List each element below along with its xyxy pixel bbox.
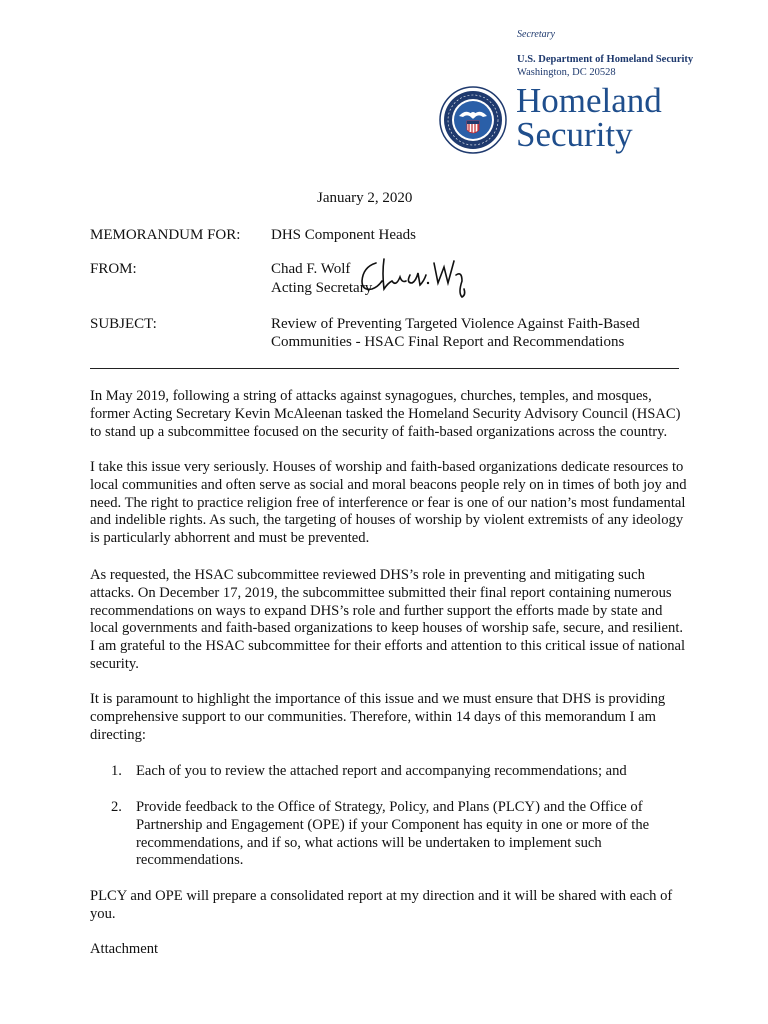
signature-icon — [358, 253, 470, 303]
brand-wordmark-line1: Homeland — [516, 81, 662, 120]
from-label: FROM: — [90, 261, 137, 277]
from-title: Acting Secretary — [271, 280, 373, 296]
list-item: Provide feedback to the Office of Strategy, Policy, and Plans (PLCY) and the Office of Partnership and Engagement (OPE) if your Component has equity in one or more of the recommendations, and if so, what actions will be undertaken to implement such recommendations. — [136, 799, 650, 869]
list-item-number: 2. — [111, 799, 122, 815]
subject-line-1: Review of Preventing Targeted Violence Against Faith-Based — [271, 316, 640, 332]
body-paragraph-3: As requested, the HSAC subcommittee reviewed DHS’s role in preventing and mitigating such attacks. On December 17, 2019, the subcommittee submitted their final report containing numerous recommendations on ways to expand DHS’s role and further support the efforts made by state and local governments and faith-based organizations to keep houses of worship safe, secure, and resilient. I am grateful to the HSAC subcommittee for their efforts and attention to this critical issue of national security. — [90, 567, 686, 672]
from-name: Chad F. Wolf — [271, 261, 351, 277]
body-paragraph-1: In May 2019, following a string of attacks against synagogues, churches, temples, and mosques, former Acting Secretary Kevin McAleenan tasked the Homeland Security Advisory Council (HSAC) to stand up a subcommittee focused on the security of faith-based organizations across the country. — [90, 388, 681, 440]
department-address: Washington, DC 20528 — [517, 67, 616, 78]
subject-line-2: Communities - HSAC Final Report and Recommendations — [271, 334, 625, 350]
body-paragraph-2: I take this issue very seriously. Houses of worship and faith-based organizations dedicate resources to local communities and often serve as social and moral beacons people rely on in times of both joy and need. The right to practice religion free of interference or fear is one of our nation’s most fundamental and indelible rights. As such, the targeting of houses of worship by violent extremists of any ideology is particularly abhorrent and must be prevented. — [90, 459, 687, 547]
subject-label: SUBJECT: — [90, 316, 157, 332]
attachment-label: Attachment — [90, 941, 159, 957]
memo-date: January 2, 2020 — [317, 190, 413, 206]
brand-wordmark-line2: Security — [516, 115, 633, 154]
body-paragraph-4: It is paramount to highlight the importance of this issue and we must ensure that DHS is providing comprehensive support to our communities. Therefore, within 14 days of this memorandum I am directing: — [90, 691, 666, 743]
dhs-seal-icon — [439, 86, 507, 154]
list-item-number: 1. — [111, 763, 122, 779]
memo-for-value: DHS Component Heads — [271, 227, 416, 243]
memo-for-label: MEMORANDUM FOR: — [90, 227, 241, 243]
department-name: U.S. Department of Homeland Security — [517, 54, 694, 65]
office-label: Secretary — [517, 29, 555, 40]
header-divider — [90, 368, 679, 369]
list-item: Each of you to review the attached report and accompanying recommendations; and — [136, 763, 627, 779]
body-paragraph-5: PLCY and OPE will prepare a consolidated report at my direction and it will be shared with each of you. — [90, 888, 673, 922]
